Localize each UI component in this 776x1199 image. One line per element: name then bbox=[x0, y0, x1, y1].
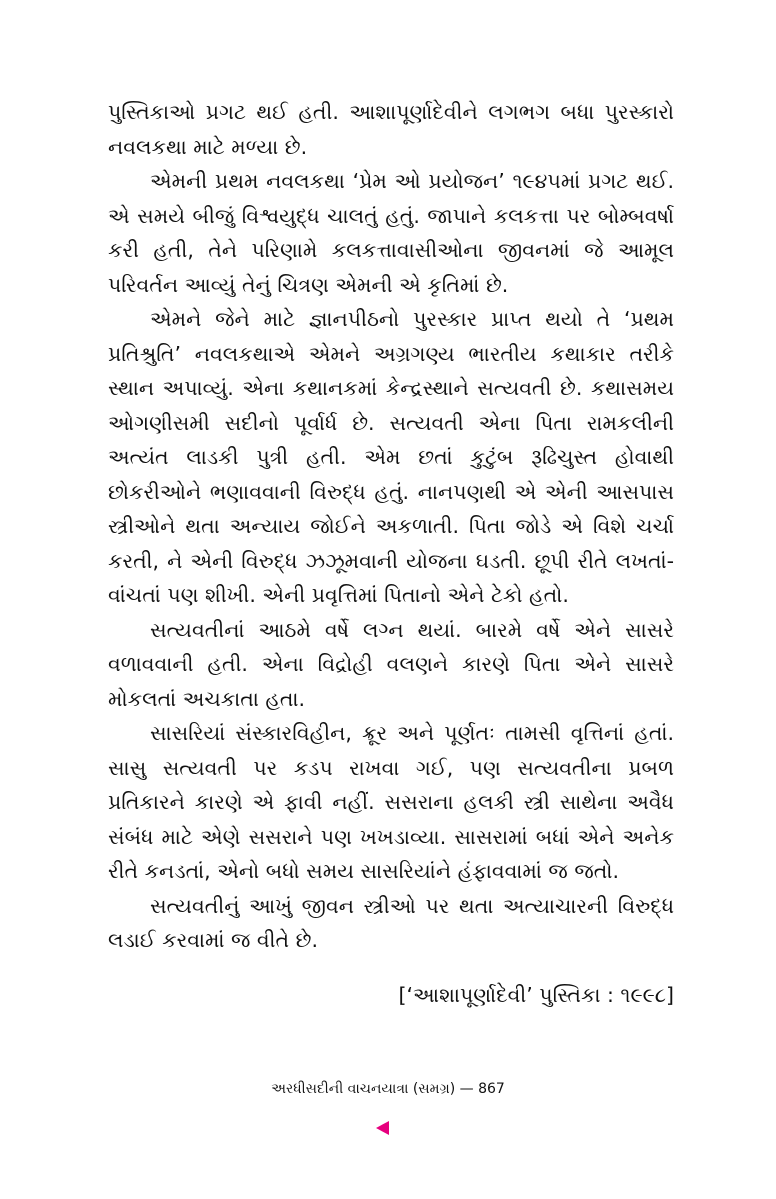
page-footer: અરધીસદીની વાચનયાત્રા (સમગ્ર) — 867 bbox=[271, 1081, 505, 1097]
body-text bbox=[108, 95, 674, 958]
previous-arrow-icon[interactable] bbox=[376, 1121, 389, 1135]
source-citation: [‘આશાપૂર્ણાદેવી’ પુસ્તિકા : ૧૯૯૮] bbox=[398, 983, 674, 1007]
paragraph-first-novel: એમની પ્રથમ નવલકથા ‘પ્રેમ ઓ પ્રયોજન’ ૧૯૪૫માં પ્રગટ થઈ. એ સમયે બીજું વિશ્વયુદ્ધ ચાલતું હતું. જાપાને કલકત્તા પર બોમ્બવર્ષા કરી હતી, તેને પરિણામે કલકત્તાવાસીઓના જીવનમાં જે આમૂલ પરિવર્તન આવ્યું તેનું ચિત્રણ એમની એ કૃતિમાં છે. bbox=[108, 169, 674, 297]
paragraph-conclusion: સત્યવતીનું આખું જીવન સ્ત્રીઓ પર થતા અત્યાચારની વિરુદ્ધ લડાઈ કરવામાં જ વીતે છે. bbox=[108, 893, 674, 952]
paragraph-jnanpith-novel: એમને જેને માટે જ્ઞાનપીઠનો પુરસ્કાર પ્રાપ્ત થયો તે ‘પ્રથમ પ્રતિશ્રુતિ’ નવલકથાએ એમને અગ્રગણ્ય ભારતીય કથાકાર તરીકે સ્થાન અપાવ્યું. એના કથાનકમાં કેન્દ્રસ્થાને સત્યવતી છે. કથાસમય ઓગણીસમી સદીનો પૂર્વાર્ધ છે. સત્યવતી એના પિતા રામકલીની અત્યંત લાડકી પુત્રી હતી. એમ છતાં કુટુંબ રૂઢિચુસ્ત હોવાથી છોકરીઓને ભણાવવાની વિરુદ્ધ હતું. નાનપણથી એ એની આસપાસ સ્ત્રીઓને થતા અન્યાય જોઈને અકળાતી. પિતા જોડે એ વિશે ચર્ચા કરતી, ને એની વિરુદ્ધ ઝઝૂમવાની યોજના ઘડતી. છૂપી રીતે લખતાં-વાંચતાં પણ શીખી. એની પ્રવૃત્તિમાં પિતાનો એને ટેકો હતો. bbox=[108, 307, 674, 607]
paragraph-in-laws: સાસરિયાં સંસ્કારવિહીન, ક્રૂર અને પૂર્ણતઃ તામસી વૃત્તિનાં હતાં. સાસુ સત્યવતી પર કડપ રાખવા ગઈ, પણ સત્યવતીના પ્રબળ પ્રતિકારને કારણે એ ફાવી નહીં. સસરાના હલકી સ્ત્રી સાથેના અવૈધ સંબંધ માટે એણે સસરાને પણ ખખડાવ્યા. સાસરામાં બધાં એને અનેક રીતે કનડતાં, એનો બધો સમય સાસરિયાંને હંફાવવામાં જ જતો. bbox=[108, 721, 674, 883]
paragraph-continuation: પુસ્તિકાઓ પ્રગટ થઈ હતી. આશાપૂર્ણાદેવીને લગભગ બધા પુરસ્કારો નવલકથા માટે મળ્યા છે. bbox=[108, 100, 674, 159]
paragraph-marriage: સત્યવતીનાં આઠમે વર્ષે લગ્ન થયાં. બારમે વર્ષે એને સાસરે વળાવવાની હતી. એના વિદ્રોહી વલણને કારણે પિતા એને સાસરે મોકલતાં અચકાતા હતા. bbox=[108, 617, 674, 711]
